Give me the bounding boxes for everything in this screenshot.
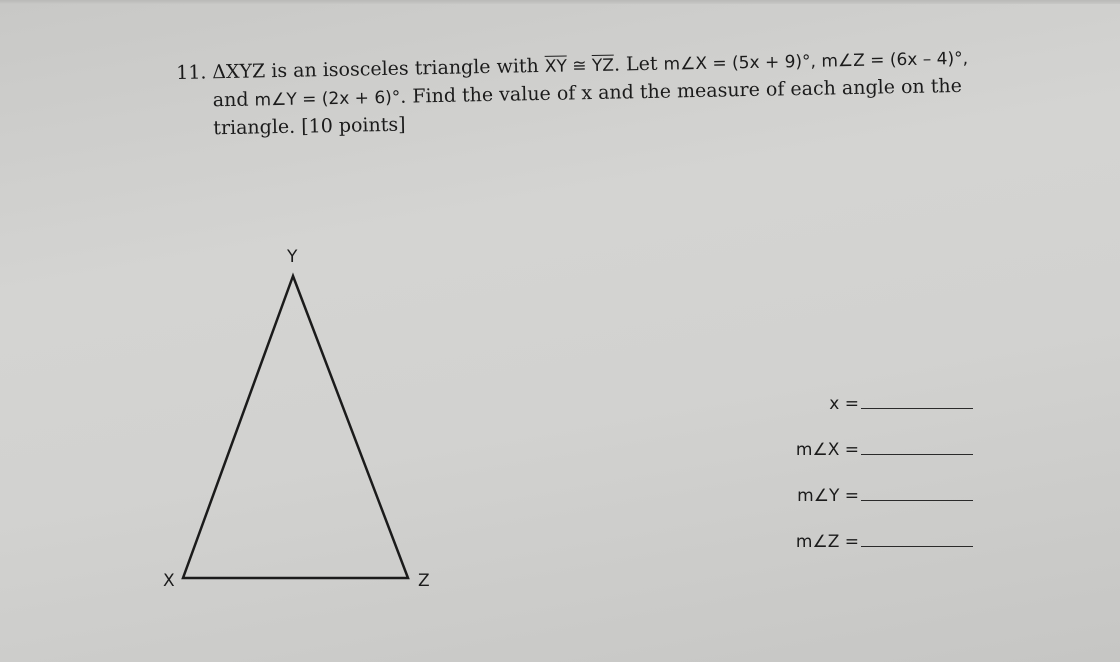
answer-row-angle-z [775,528,985,574]
question-line-3: triangle. [10 points] [213,113,406,140]
paper-fold-edge [0,0,1120,4]
question-text-find: . Find the value of x and the measure of each angle on the [400,74,963,108]
answer-row-angle-y [775,482,985,528]
answer-row-angle-x [775,436,985,482]
question-text-let: . Let [613,52,664,76]
angle-expressions-xz: m∠X = (5x + 9)°, m∠Z = (6x – 4)°, [663,48,969,75]
question-text-intro: ΔXYZ is an isosceles triangle with [212,54,546,84]
answer-blank-angle-x[interactable] [861,454,973,455]
answer-blank-angle-z[interactable] [861,546,973,547]
answer-label-angle-x: m∠X = [795,440,859,460]
triangle-xyz [183,276,408,578]
vertex-label-z: Z [418,571,430,591]
congruent-symbol: ≅ [566,56,593,77]
segment-yz: $\overline{YZ}$ [591,55,615,77]
answer-blank-angle-y[interactable] [861,500,973,501]
vertex-label-y: Y [287,247,298,267]
answer-blank-x[interactable] [861,408,973,409]
answer-label-angle-z: m∠Z = [795,532,859,552]
answer-label-angle-y: m∠Y = [797,486,859,506]
question-number: 11. [176,61,207,84]
answer-label-x: x = [829,394,859,414]
isosceles-triangle-figure [150,240,450,600]
answer-row-x [775,390,985,436]
question-11 [176,43,1047,143]
question-text-and: and [212,88,255,112]
answer-section [775,390,985,574]
segment-xy: $\overline{XY}$ [544,56,568,77]
vertex-label-x: X [163,571,175,591]
angle-expression-y: m∠Y = (2x + 6)° [254,87,401,111]
